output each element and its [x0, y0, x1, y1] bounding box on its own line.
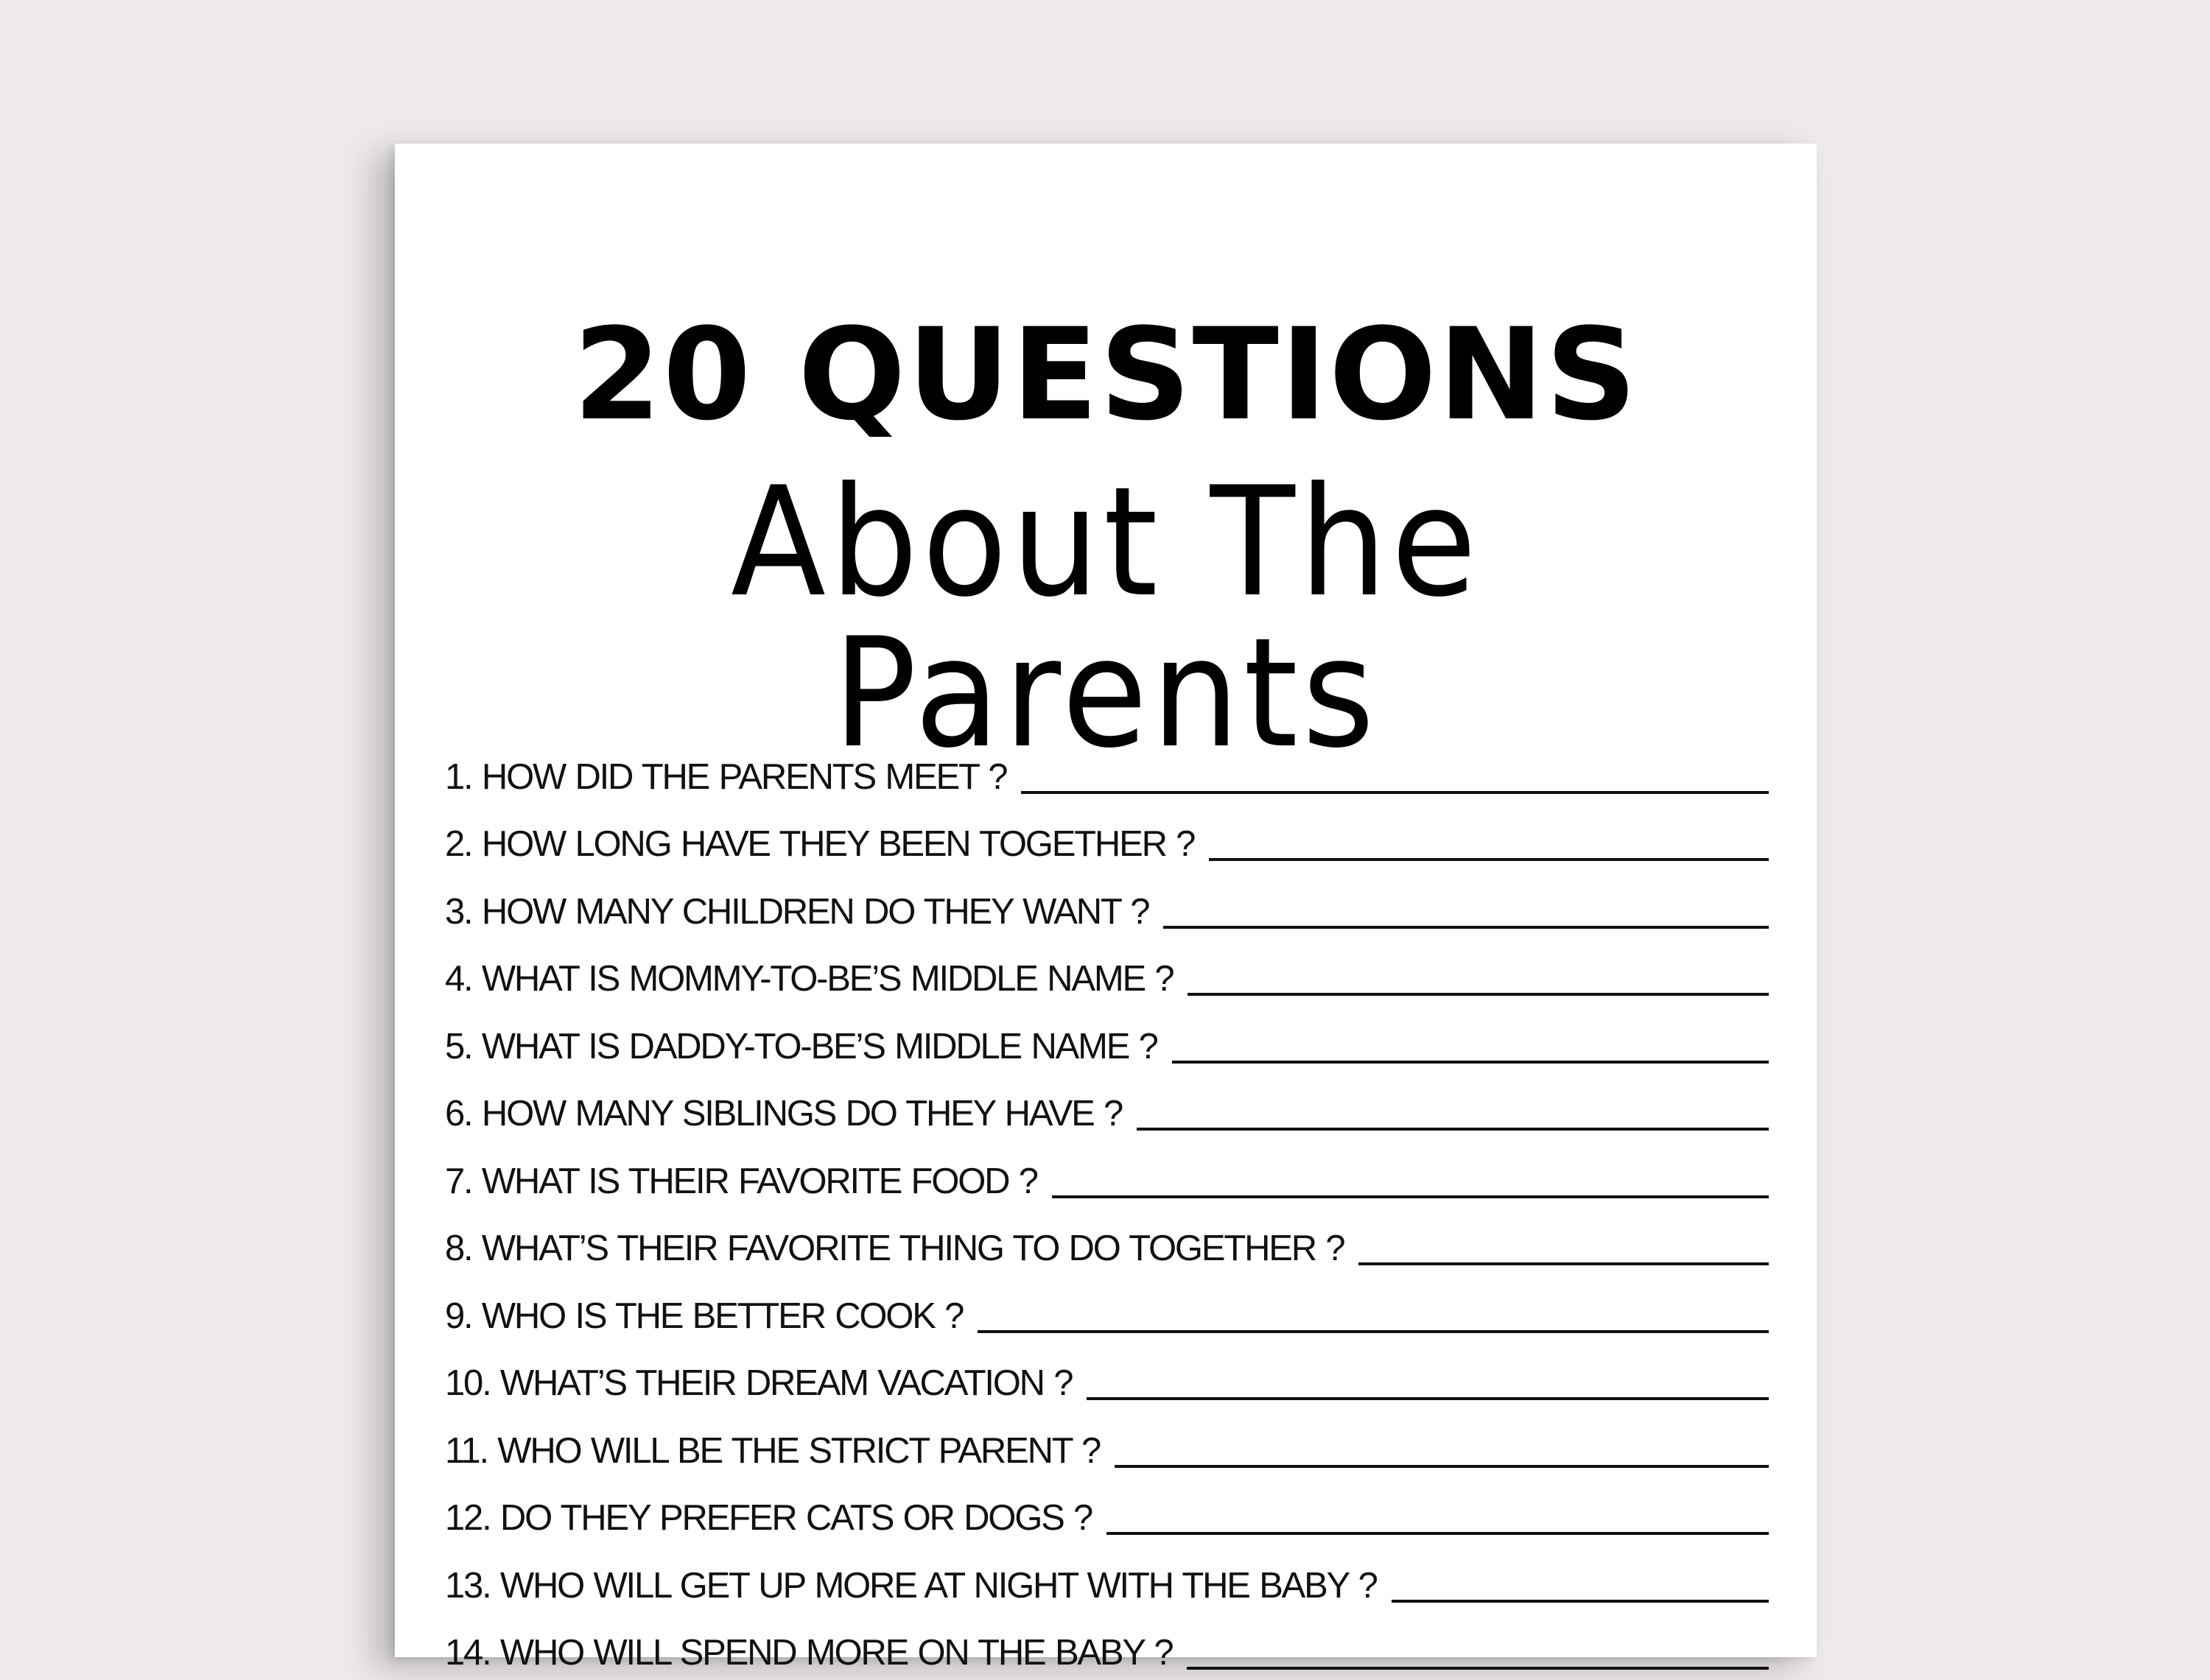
answer-line [1106, 1532, 1769, 1535]
question-text: 6. HOW MANY SIBLINGS DO THEY HAVE ? [445, 1096, 1122, 1141]
question-row-3 [445, 871, 1769, 939]
question-text: 2. HOW LONG HAVE THEY BEEN TOGETHER ? [445, 826, 1194, 871]
question-row-4 [445, 939, 1769, 1007]
question-row-14 [445, 1613, 1769, 1680]
question-row-13 [445, 1545, 1769, 1613]
question-row-2 [445, 804, 1769, 872]
answer-line [1172, 1061, 1769, 1064]
answer-line [1087, 1397, 1769, 1400]
answer-line [1052, 1195, 1769, 1198]
question-text: 4. WHAT IS MOMMY-TO-BE’S MIDDLE NAME ? [445, 961, 1173, 1006]
worksheet-page [395, 144, 1817, 1657]
answer-line [1115, 1465, 1769, 1468]
question-row-6 [445, 1074, 1769, 1142]
question-text: 14. WHO WILL SPEND MORE ON THE BABY ? [445, 1635, 1172, 1680]
question-text: 11. WHO WILL BE THE STRICT PARENT ? [445, 1433, 1100, 1478]
answer-line [1187, 1667, 1769, 1670]
answer-line [1137, 1128, 1769, 1131]
question-text: 9. WHO IS THE BETTER COOK ? [445, 1298, 963, 1343]
question-row-1 [445, 737, 1769, 804]
answer-line [1392, 1600, 1769, 1603]
question-text: 5. WHAT IS DADDY-TO-BE’S MIDDLE NAME ? [445, 1029, 1157, 1074]
answer-line [1358, 1262, 1769, 1265]
worksheet-subtitle: About The Parents [452, 468, 1760, 770]
question-text: 10. WHAT’S THEIR DREAM VACATION ? [445, 1366, 1072, 1410]
question-row-8 [445, 1209, 1769, 1276]
question-text: 12. DO THEY PREFER CATS OR DOGS ? [445, 1500, 1092, 1545]
answer-line [1188, 993, 1769, 996]
question-row-7 [445, 1141, 1769, 1209]
question-text: 3. HOW MANY CHILDREN DO THEY WANT ? [445, 894, 1148, 939]
question-row-9 [445, 1276, 1769, 1343]
question-text: 1. HOW DID THE PARENTS MEET ? [445, 759, 1006, 804]
answer-line [978, 1330, 1769, 1333]
question-row-12 [445, 1478, 1769, 1546]
question-list [445, 737, 1769, 1680]
question-row-11 [445, 1410, 1769, 1478]
question-row-5 [445, 1006, 1769, 1074]
question-text: 7. WHAT IS THEIR FAVORITE FOOD ? [445, 1164, 1037, 1209]
question-text: 8. WHAT’S THEIR FAVORITE THING TO DO TOGETHER ? [445, 1231, 1344, 1276]
question-row-10 [445, 1343, 1769, 1411]
question-text: 13. WHO WILL GET UP MORE AT NIGHT WITH THE BABY ? [445, 1568, 1377, 1613]
worksheet-title: 20 QUESTIONS [395, 312, 1817, 438]
answer-line [1209, 858, 1769, 861]
answer-line [1163, 926, 1769, 929]
answer-line [1021, 791, 1769, 794]
